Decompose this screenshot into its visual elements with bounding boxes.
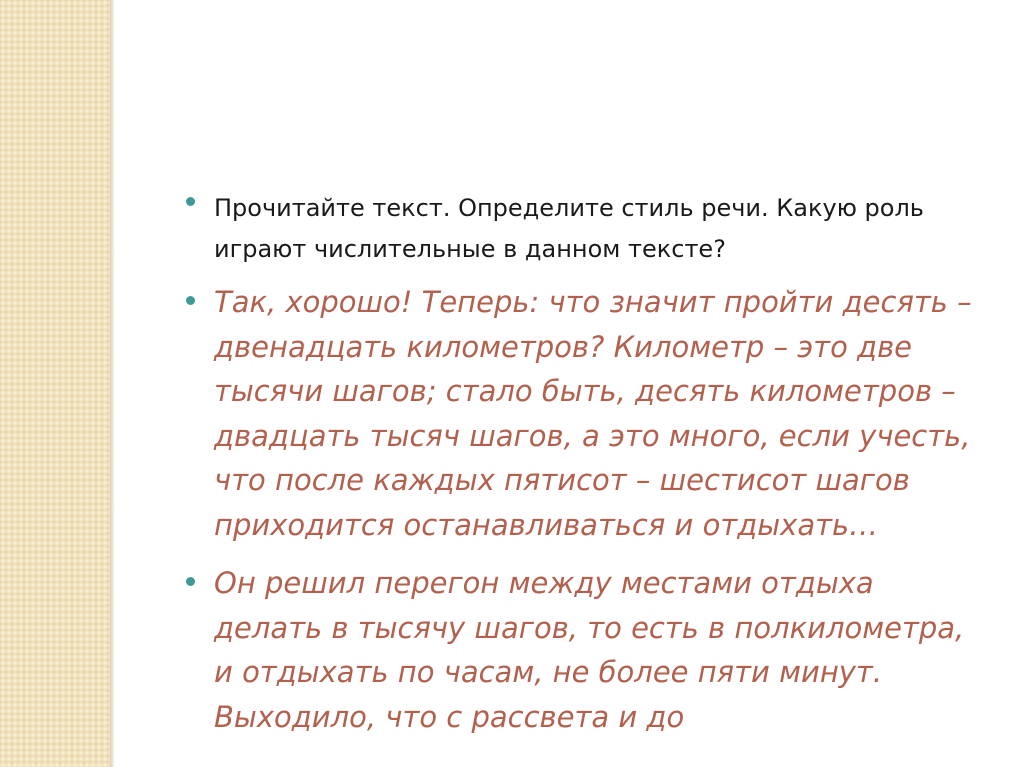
bullet-dot-icon <box>186 577 195 586</box>
quote-paragraph-1: Так, хорошо! Теперь: что значит пройти десять – двенадцать километров? Километр – это две тысячи шагов; стало быть, десять километров – двадцать тысяч шагов, а это много, если учесть, что после каждых пятисот – шестисот шагов приходится останавливаться и отдыхать… <box>214 285 972 542</box>
question-bullet-item <box>186 188 986 270</box>
bullet-dot-icon <box>186 197 195 206</box>
side-strip-edge <box>110 0 114 767</box>
slide-content <box>186 188 986 753</box>
quote-bullet-item-2 <box>186 561 986 739</box>
question-text: Прочитайте текст. Определите стиль речи. Какую роль играют числительные в данном тексте? <box>214 194 924 263</box>
bullet-dot-icon <box>186 296 195 305</box>
quote-bullet-item-1 <box>186 280 986 547</box>
decorative-side-strip <box>0 0 110 767</box>
quote-paragraph-2: Он решил перегон между местами отдыха делать в тысячу шагов, то есть в полкилометра, и отдыхать по часам, не более пяти минут. Выходило, что с рассвета и до <box>214 566 965 734</box>
